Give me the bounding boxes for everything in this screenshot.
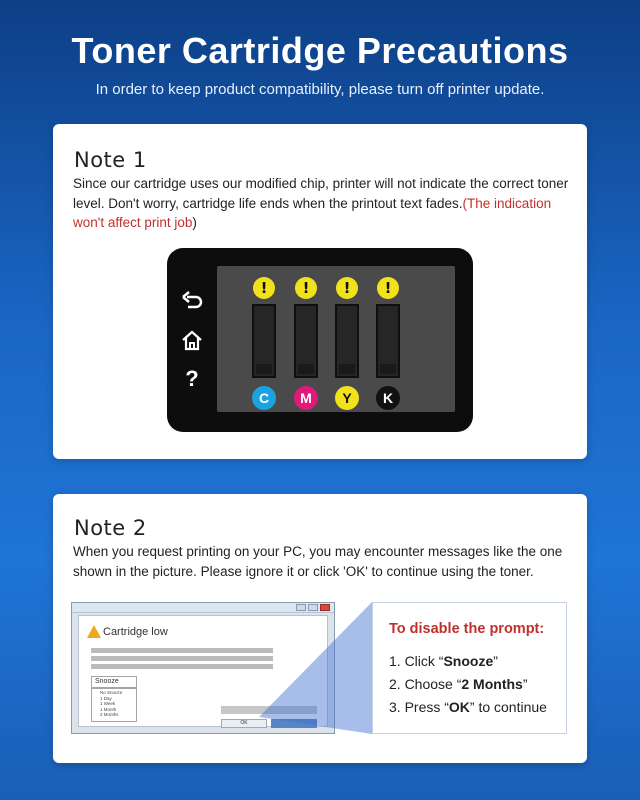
black-cartridge-badge: K [376,386,400,410]
toner-level-slot [252,304,276,378]
warning-icon: ! [295,277,317,299]
note-2-text: When you request printing on your PC, you may encounter messages like the one shown in the picture. Please ignore it or click 'OK' to continue using the toner. [73,544,563,579]
warning-icon: ! [336,277,358,299]
message-line [91,664,273,669]
yellow-cartridge-badge: Y [335,386,359,410]
prompt-title: To disable the prompt: [389,621,545,637]
printer-screen [217,266,455,412]
dialog-titlebar [72,603,334,613]
note-1-card [53,124,587,459]
note-2-title: Note 2 [74,516,147,540]
back-arrow-icon [181,290,203,312]
ok-button[interactable]: OK [221,719,267,728]
note-1-text [73,174,573,233]
note-1-title: Note 1 [74,148,147,172]
message-line [91,656,273,661]
note-1-highlight: (The indication won't affect print job [73,195,552,230]
printer-control-panel [167,248,473,432]
secondary-button[interactable] [271,719,317,728]
snooze-option[interactable]: 1 Week [100,701,116,706]
snooze-dropdown[interactable]: Snooze [91,676,137,688]
warning-icon: ! [377,277,399,299]
cartridge-low-dialog [71,602,335,734]
dialog-title: Cartridge low [103,626,168,638]
prompt-step-3: 3. Press “OK” to continue [389,699,547,715]
progress-placeholder [221,706,317,714]
dialog-body [78,615,328,727]
page-subtitle: In order to keep product compatibility, please turn off printer update. [95,81,545,98]
snooze-option[interactable]: 2 Months [100,712,119,717]
home-icon [181,329,203,351]
warning-icon: ! [253,277,275,299]
note-1-body: Since our cartridge uses our modified chip, printer will not indicate the correct toner level. Don't worry, cartridge life ends when the printout text fades. [73,176,569,211]
snooze-option[interactable]: No Snooze [100,690,123,695]
toner-level-slot [294,304,318,378]
cyan-cartridge-badge: C [252,386,276,410]
prompt-step-1: 1. Click “Snooze” [389,653,498,669]
note-1-closing: ) [192,215,197,230]
toner-level-slot [335,304,359,378]
prompt-step-2: 2. Choose “2 Months” [389,676,528,692]
warning-icon [87,625,101,638]
toner-level-slot [376,304,400,378]
snooze-option[interactable]: 1 Day [100,695,112,701]
help-icon: ? [185,366,199,391]
maximize-icon[interactable] [308,604,318,611]
page-title: Toner Cartridge Precautions [71,30,569,71]
minimize-icon[interactable] [296,604,306,611]
magenta-cartridge-badge: M [294,386,318,410]
message-line [91,648,273,653]
close-icon[interactable] [320,604,330,611]
snooze-options-list[interactable] [91,688,137,722]
note-2-card [53,494,587,763]
disable-prompt-box [372,602,567,734]
snooze-option[interactable]: 1 Month [100,706,117,712]
